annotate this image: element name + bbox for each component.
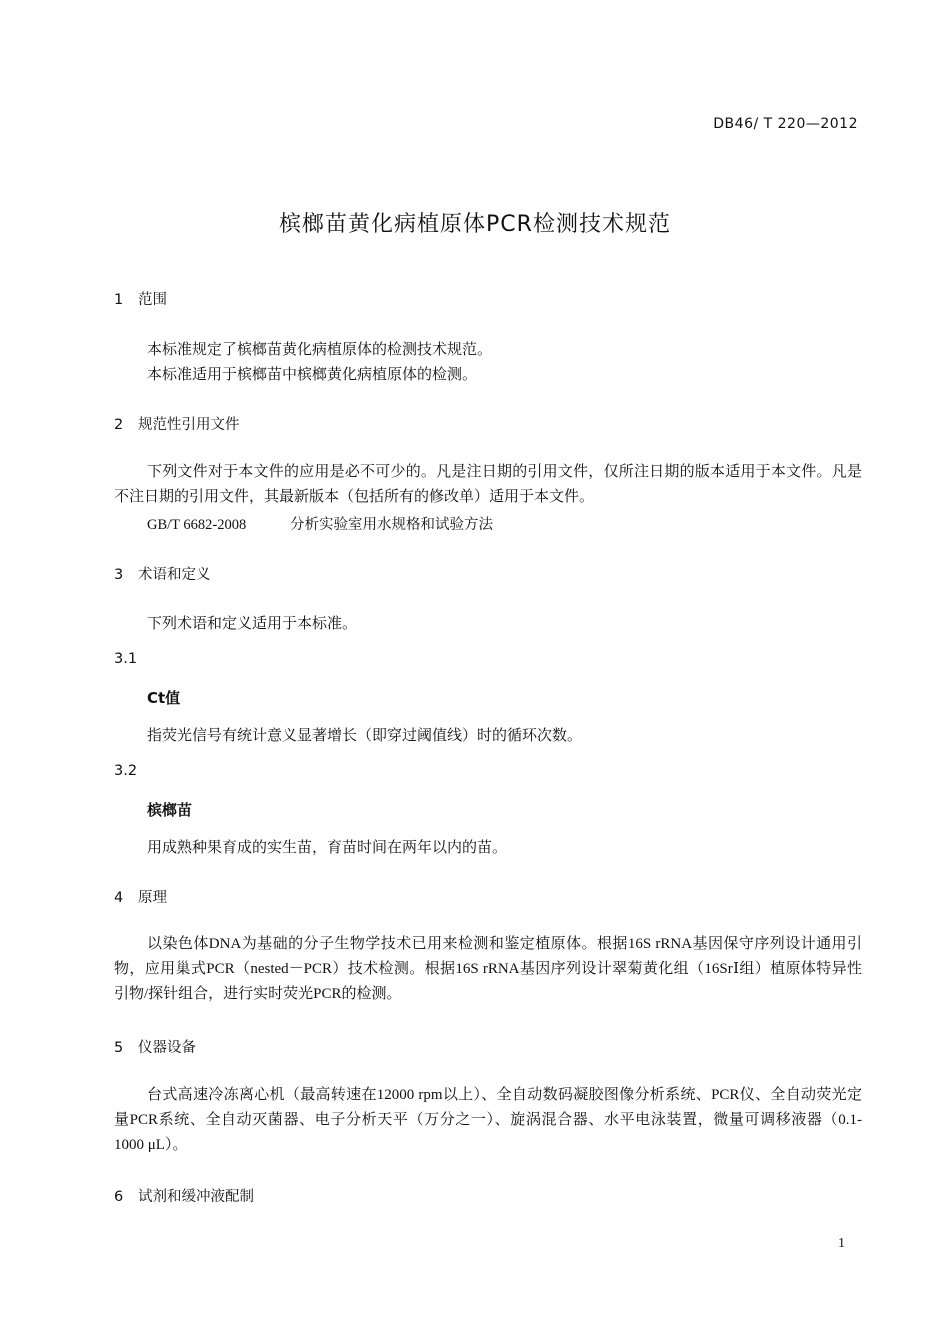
section-title: 原理 [138, 890, 167, 906]
term-name: 槟榔苗 [147, 801, 193, 819]
section-heading-apparatus [114, 1036, 196, 1057]
paragraph: 本标准规定了槟榔苗黄化病植原体的检测技术规范。 [147, 342, 493, 358]
section-number: 6 [114, 1189, 124, 1205]
section-title: 仪器设备 [138, 1040, 196, 1056]
paragraph: 下列文件对于本文件的应用是必不可少的。凡是注日期的引用文件，仅所注日期的版本适用于本文件。凡是不注日期的引用文件，其最新版本（包括所有的修改单）适用于本文件。 [114, 464, 862, 505]
term-definition: 用成熟种果育成的实生苗，育苗时间在两年以内的苗。 [147, 840, 508, 856]
section-title: 试剂和缓冲液配制 [138, 1189, 254, 1205]
reference-code: GB/T 6682-2008 [147, 517, 247, 533]
section-number: 1 [114, 292, 124, 308]
term-number: 3.2 [114, 763, 138, 779]
section-number: 5 [114, 1040, 124, 1056]
term-definition: 指荧光信号有统计意义显著增长（即穿过阈值线）时的循环次数。 [147, 728, 583, 744]
section-heading-principle [114, 886, 167, 907]
paragraph: 下列术语和定义适用于本标准。 [147, 616, 358, 632]
reference-entry [147, 513, 493, 534]
section-heading-scope [114, 288, 167, 309]
term-number: 3.1 [114, 651, 138, 667]
page-number: 1 [838, 1236, 845, 1251]
paragraph: 台式高速冷冻离心机（最高转速在12000 rpm以上）、全自动数码凝胶图像分析系统、PCR仪、全自动荧光定量PCR系统、全自动灭菌器、电子分析天平（万分之一）、旋涡混合器、水平电泳装置，微量可调移液器（0.1-1000 μL）。 [114, 1087, 862, 1153]
section-title: 范围 [138, 292, 167, 308]
paragraph: 以染色体DNA为基础的分子生物学技术已用来检测和鉴定植原体。根据16S rRNA基因保守序列设计通用引物，应用巢式PCR（nested－PCR）技术检测。根据16S rRNA基因序列设计翠菊黄化组（16SrⅠ组）植原体特异性引物/探针组合，进行实时荧光PCR的检测。 [114, 936, 862, 1002]
document-title: 槟榔苗黄化病植原体PCR检测技术规范 [279, 212, 671, 237]
reference-title: 分析实验室用水规格和试验方法 [290, 517, 493, 533]
section-number: 2 [114, 417, 124, 433]
section-number: 3 [114, 567, 124, 583]
section-heading-reagents [114, 1185, 254, 1206]
paragraph: 本标准适用于槟榔苗中槟榔黄化病植原体的检测。 [147, 367, 478, 383]
section-heading-normative-references [114, 413, 240, 434]
document-code: DB46/ T 220—2012 [713, 116, 858, 132]
section-heading-terms [114, 563, 211, 584]
term-name: Ct值 [147, 689, 181, 707]
section-title: 术语和定义 [138, 567, 211, 583]
section-title: 规范性引用文件 [138, 417, 240, 433]
section-number: 4 [114, 890, 124, 906]
